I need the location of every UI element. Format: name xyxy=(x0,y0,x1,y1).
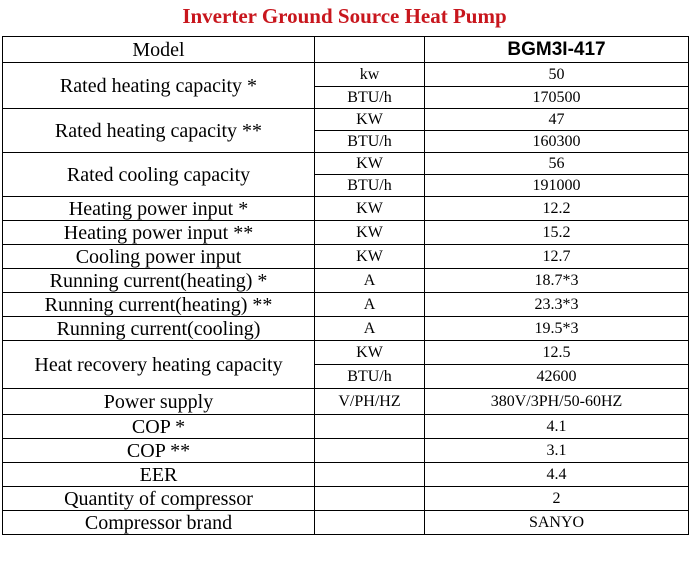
table-row xyxy=(3,293,689,317)
row-label: COP ** xyxy=(3,439,315,463)
row-value: 15.2 xyxy=(425,221,689,245)
table-row xyxy=(3,63,689,87)
row-value: 42600 xyxy=(425,365,689,389)
row-value: 50 xyxy=(425,63,689,87)
row-unit: BTU/h xyxy=(315,175,425,197)
row-unit: KW xyxy=(315,341,425,365)
row-unit xyxy=(315,463,425,487)
row-value: 191000 xyxy=(425,175,689,197)
row-label: Rated heating capacity * xyxy=(3,63,315,109)
row-unit xyxy=(315,439,425,463)
row-value: 3.1 xyxy=(425,439,689,463)
row-unit: BTU/h xyxy=(315,365,425,389)
row-value: 23.3*3 xyxy=(425,293,689,317)
row-value: 56 xyxy=(425,153,689,175)
model-unit xyxy=(315,37,425,63)
row-value: 12.7 xyxy=(425,245,689,269)
row-unit: V/PH/HZ xyxy=(315,389,425,415)
row-value: 4.1 xyxy=(425,415,689,439)
row-unit: KW xyxy=(315,245,425,269)
table-row xyxy=(3,317,689,341)
table-row xyxy=(3,463,689,487)
row-value: 170500 xyxy=(425,87,689,109)
table-row xyxy=(3,389,689,415)
row-unit xyxy=(315,415,425,439)
row-unit: KW xyxy=(315,197,425,221)
row-label: Rated cooling capacity xyxy=(3,153,315,197)
row-unit xyxy=(315,511,425,535)
row-unit: kw xyxy=(315,63,425,87)
row-unit: BTU/h xyxy=(315,131,425,153)
table-row xyxy=(3,487,689,511)
row-unit: KW xyxy=(315,109,425,131)
row-label: Quantity of compressor xyxy=(3,487,315,511)
table-row xyxy=(3,245,689,269)
row-label: EER xyxy=(3,463,315,487)
row-label: Heating power input * xyxy=(3,197,315,221)
table-row-model xyxy=(3,37,689,63)
table-row xyxy=(3,415,689,439)
table-row xyxy=(3,221,689,245)
row-unit: KW xyxy=(315,221,425,245)
row-label: Cooling power input xyxy=(3,245,315,269)
row-unit: BTU/h xyxy=(315,87,425,109)
page-title: Inverter Ground Source Heat Pump xyxy=(182,4,507,28)
row-unit xyxy=(315,487,425,511)
row-value: 2 xyxy=(425,487,689,511)
row-unit: KW xyxy=(315,153,425,175)
row-label: Running current(heating) ** xyxy=(3,293,315,317)
table-row xyxy=(3,269,689,293)
row-value: 19.5*3 xyxy=(425,317,689,341)
row-label: Heating power input ** xyxy=(3,221,315,245)
row-label: COP * xyxy=(3,415,315,439)
row-unit: A xyxy=(315,293,425,317)
row-value: 12.2 xyxy=(425,197,689,221)
row-value: 47 xyxy=(425,109,689,131)
row-label: Rated heating capacity ** xyxy=(3,109,315,153)
row-value: 12.5 xyxy=(425,341,689,365)
model-value: BGM3I-417 xyxy=(425,37,689,63)
row-unit: A xyxy=(315,317,425,341)
row-label: Compressor brand xyxy=(3,511,315,535)
row-value: 4.4 xyxy=(425,463,689,487)
table-row xyxy=(3,341,689,365)
table-row xyxy=(3,197,689,221)
row-label: Running current(heating) * xyxy=(3,269,315,293)
row-value: SANYO xyxy=(425,511,689,535)
row-value: 380V/3PH/50-60HZ xyxy=(425,389,689,415)
spec-table xyxy=(2,36,689,535)
row-value: 160300 xyxy=(425,131,689,153)
row-label: Running current(cooling) xyxy=(3,317,315,341)
row-label: Power supply xyxy=(3,389,315,415)
model-label: Model xyxy=(3,37,315,63)
table-row xyxy=(3,439,689,463)
table-row xyxy=(3,109,689,131)
row-label: Heat recovery heating capacity xyxy=(3,341,315,389)
table-row xyxy=(3,153,689,175)
row-unit: A xyxy=(315,269,425,293)
row-value: 18.7*3 xyxy=(425,269,689,293)
table-row xyxy=(3,511,689,535)
